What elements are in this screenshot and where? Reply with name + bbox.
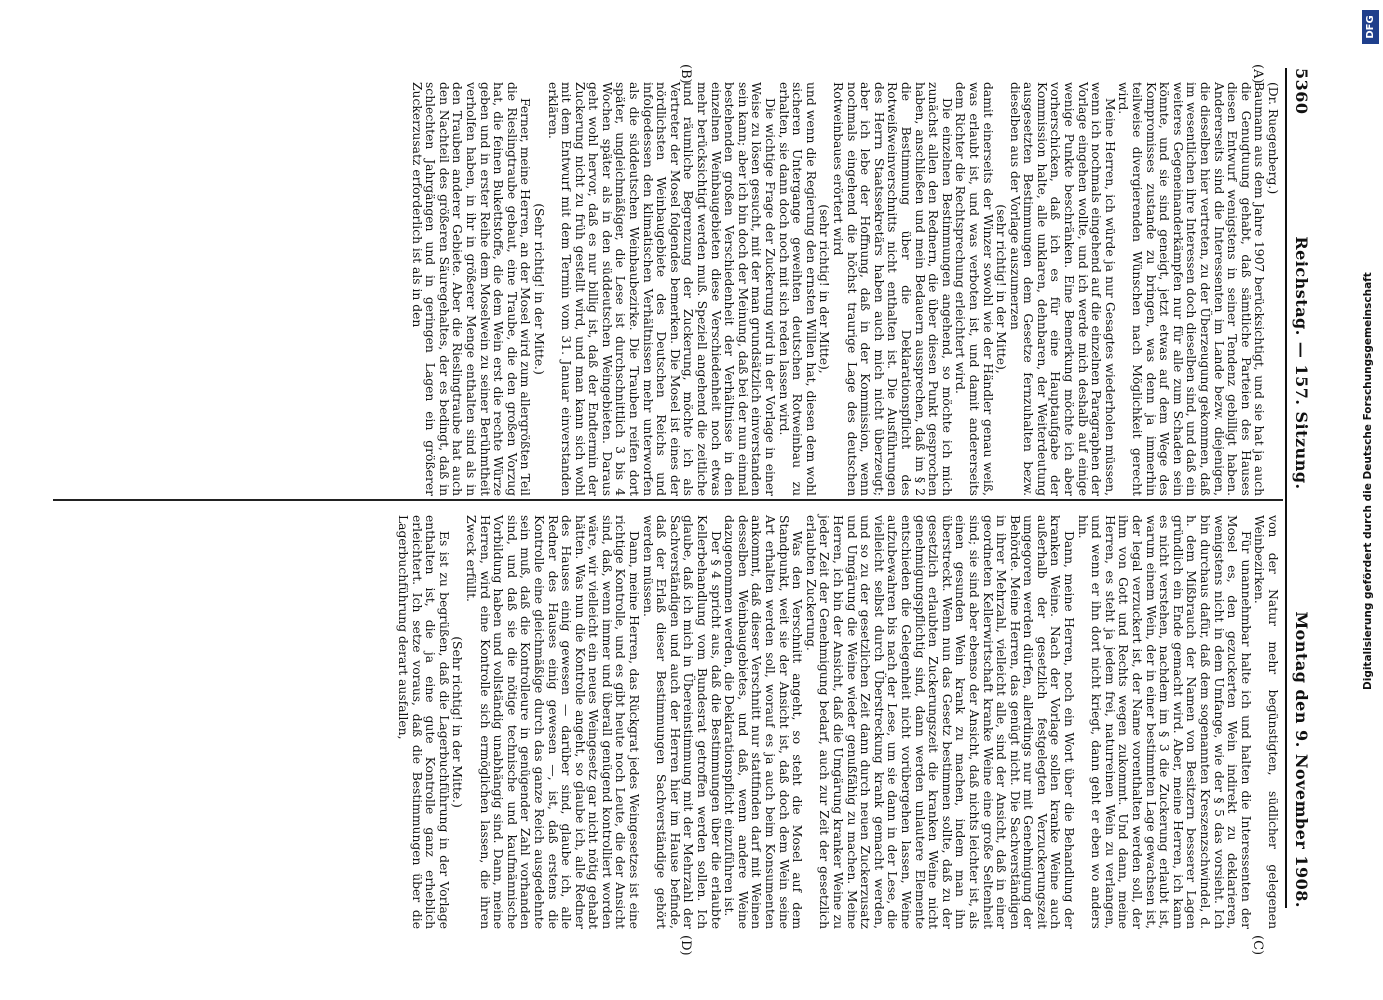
interjection: (sehr richtig! in der Mitte),: [817, 204, 832, 374]
left-column: [409, 82, 1279, 496]
paragraph: Die wichtige Frage der Zuckerung wird in der Vorlage in einer Weise zu lösen gesucht, mit der man grundsätzlich einverstanden sein kann; aber ich bin doch der Meinung, daß bei der nun einmal bestehenden großen Verschiedenheit der Verhältnisse in den einzelnen Weinbaugebieten diese Verschiedenheit noch etwas mehr berücksichtigt werden muß. Speziell angehend die zeitliche und räumliche Begrenzung der Zuckerung, möchte ich als Vertreter der Mosel folgendes bemerken. Die Mosel ist eines der nördlichsten Weinbaugebiete des Deutschen Reichs und infolgedessen den klimatischen Verhältnissen mehr unterworfen als die süddeutschen Weinbaubezirke. Die Trauben reifen dort später, ungleichmäßiger, die Lese ist durchschnittlich 3 bis 4 Wochen später als in den süddeutschen Weingebieten. Daraus geht wohl hervor, daß es nur billig ist, daß der Endtermin der Zuckerung nicht zu früh gestellt wird, und man kann sich wohl mit dem Entwurf mit dem Termin vom 31. Januar einverstanden erklären.: [545, 82, 778, 496]
paragraph: Dann, meine Herren, das Rückgrat jedes Weingesetzes ist eine richtige Kontrolle, und es gibt heute noch Leute, die der Ansicht sind, daß, wenn immer und überall genügend kontrolliert worden wäre, wir vielleicht ein neues Weingesetz gar nicht nötig gehabt hätten. Was nun die Kontrolle angeht, so glaube ich, alle Redner des Hauses einig gewesen — darüber sind, glaube ich, alle Redner des Hauses einig gewesen —, ist, daß erstens die Kontrolle eine gleichmäßige durch das ganze Reich ausgedehnte sein muß, daß die Kontrolleure in genügender Zahl vorhanden sind, und daß sie die nötige technische und kaufmännische Vorbildung haben und vollständig unabhängig sind. Dann, meine Herren, wird eine Kontrolle sich ermöglichen lassen, die ihren Zweck erfüllt.: [463, 515, 642, 929]
paragraph: und wenn die Regierung den ernsten Willen hat, diesen dem wohl sicheren Untergange geweihten deutschen Rotweinbau zu erhalten, sie dann doch noch mit sich reden lassen wird.: [776, 82, 818, 496]
paragraph: Ferner, meine Herren, an der Mosel wird zum allergrößten Teil die Rieslingtraube gebaut, eine Traube, die den großen Vorzug hat, die feinen Bukettstoffe, die dem Wein erst die rechte Würze geben und in erster Reihe dem Moselwein zu seiner Berühmtheit verholfen haben, in ihr in größerer Menge enthalten sind als in den Trauben anderer Gebiete. Aber die Rieslingtraube hat auch den Nachteil des größeren Säuregehaltes, der es bedingt, daß in schlechten Jahrgängen und in geringen Lagen ein größerer Zuckerzusatz erforderlich ist als in den: [409, 82, 533, 496]
paragraph: Für unannehmbar halte ich und halten die Interessenten der Mosel es, den gezuckerten Wein indirekt zu deklarieren, wenigstens nicht in dem Umfange, wie der § 5 das vorsieht. Ich bin durchaus dafür, daß dem sogenannten Kreszenzschwindel, d. h. dem Mißbrauch der Namen von Besitzern besserer Lagen gründlich ein Ende gemacht wird. Aber, meine Herren, ich kann es nicht verstehen, nachdem im § 3 die Zuckerung erlaubt ist, warum einem Wein, der in einer bestimmten Lage gewachsen ist, der legal verzuckert ist, der Name vorenthalten werden soll, der ihm von Gott und Rechts wegen zukommt. Und dann, meine Herren, es steht ja jedem frei, naturreinen Wein zu verlangen, und wenn er ihn dort nicht kriegt, dann geht er eben wo anders hin.: [1075, 515, 1253, 929]
page-number: 5360: [1292, 68, 1312, 115]
paragraph: Baumann aus dem Jahre 1907 berücksichtigt, und sie hat ja auch die Genugtuung gehabt, daß sämtliche Parteien des Hauses diesen Entwurf wenigstens in seiner Tendenz gebilligt haben. Andererseits sind die Interessenten im Lande bezw. diejenigen, die dieselben hier vertreten, zu der Überzeugung gekommen, daß im wesentlichen ihre Interessen doch dieselben sind, und daß ein weiteres Gegeneinanderkämpfen nur für alle zum Schaden sein könnte, und sie sind geneigt, jetzt etwas auf dem Wege des Kompromisses zustande zu bringen, was denn ja immerhin teilweise divergierenden Wünschen nach Möglichkeit gerecht wird.: [1116, 82, 1267, 496]
interjection: (Sehr richtig! in der Mitte.): [450, 636, 465, 808]
paragraph: Die einzelnen Bestimmungen angehend, so möchte ich mich zunächst allen den Rednern, die über diesen Punkt gesprochen haben, anschließen und mein Bedauern aussprechen, daß im § 2 die Bestimmung über die Deklarationspflicht des Rotweißweinverschnitts nicht enthalten ist. Die Ausführungen des Herrn Staatssekretärs haben auch mich nicht überzeugt; aber ich lebe der Hoffnung, daß in der Kommission, wenn nochmals eingehend die höchst traurige Lage des deutschen Rotweinbaues erörtert wird: [831, 82, 954, 496]
margin-marker-d: (D): [678, 935, 693, 956]
dfg-logo: DFG: [1362, 10, 1379, 44]
digitization-credit: Digitalisierung gefördert durch die Deutsche Forschungsgemeinschaft: [1362, 272, 1374, 690]
speaker-line: (Dr. Ruegenberg.): [1266, 82, 1280, 195]
page-header: [1289, 68, 1315, 908]
paragraph: damit einerseits der Winzer sowohl wie der Händler genau weiß, was erlaubt ist, und was verboten ist, und damit andererseits dem Richter die Rechtsprechung erleichtert wird.: [953, 82, 995, 496]
paragraph: von der Natur mehr begünstigten, südlicher gelegenen Weinbezirken.: [1252, 515, 1280, 929]
session-title: Reichstag. — 157. Sitzung.: [1292, 236, 1312, 490]
paragraph: Dann, meine Herren, noch ein Wort über die Behandlung der kranken Weine. Nach der Vorlage sollen kranke Weine auch außerhalb der gesetzlich festgelegten Verzuckerungszeit umgegoren werden dürfen, allerdings nur mit Genehmigung der Behörde. Meine Herren, das genügt nicht. Die Sachverständigen in ihrer Mehrzahl, vielleicht alle, sind der Ansicht, daß in einer geordneten Kellerwirtschaft kranke Weine eine große Seltenheit sind; sie sind aber ebenso der Ansicht, daß nichts leichter ist, als einen gesunden Wein krank zu machen, indem man ihn überstreckt. Wenn nun das Gesetz bestimmen sollte, daß zu der gesetzlich erlaubten Zuckerungszeit die kranken Weine nicht genehmigungspflichtig sind, dann werden unlautere Elemente entschieden die Gelegenheit nicht vorübergehen lassen, Weine aufzubewahren bis nach der Lese, um sie dann in der Lese, die vielleicht selbst durch Überstreckung krank gemacht werden, und so zu der gesetzlichen Zeit dann durch neuen Zuckerzusatz und Umgärung die Weine wieder genußfähig zu machen. Meine Herren, ich bin der Ansicht, daß die Umgärung kranker Weine zu jeder Zeit der Genehmigung bedarf, auch zur Zeit der gesetzlich erlaubten Zuckerung.: [803, 515, 1077, 929]
column-divider: [53, 499, 1283, 501]
paragraph: Es ist zu begrüßen, daß die Lagerbuchführung in der Vorlage enthalten ist, die ja eine gute Kontrolle ganz erheblich erleichtert. Ich setze voraus, daß die Bestimmungen über die Lagerbuchführung derart ausfallen,: [396, 515, 451, 929]
margin-marker-b: (B): [678, 64, 693, 84]
header-rule: [1285, 68, 1287, 908]
right-column: [395, 515, 1279, 929]
paragraph: Was den Verschnitt angeht, so steht die Mosel auf dem Standpunkt, weit sie der Ansicht ist, daß doch dem Wein seine Art erhalten werden soll, worauf es ja auch beim Konsumenten ankommt, daß dieser Verschnitt nur stattfinden darf mit Weinen desselben Weinbaugebietes, und daß, wenn andere Weine dazugenommen werden, die Deklarationspflicht einzuführen ist.: [722, 515, 805, 929]
interjection: (Sehr richtig! in der Mitte.): [531, 203, 546, 375]
margin-marker-c: (C): [1250, 935, 1265, 956]
margin-marker-a: (A): [1250, 64, 1265, 84]
interjection: (sehr richtig! in der Mitte),: [994, 204, 1009, 374]
paragraph: Meine Herren, ich würde ja nur Gesagtes wiederholen müssen, wenn ich nochmals eingehend auf die einzelnen Paragraphen der Vorlage eingehen wollte, und ich werde mich deshalb auf einige wenige Punkte beschränken. Eine Bemerkung möchte ich aber vorherschicken, daß ich es für eine Hauptaufgabe der Kommission halte, alle unklaren, dehnbaren, der Weiterdeutung ausgesetzten Bestimmungen dem Gesetze fernzuhalten bezw. dieselben aus der Vorlage auszumerzen: [1007, 82, 1117, 496]
paragraph: Der § 4 spricht aus, daß die Bestimmungen über die erlaubte Kellerbehandlung vom Bundesrat getroffen werden sollen. Ich glaube, daß ich mich in Übereinstimmung mit der Mehrzahl der Sachverständigen und auch der Herren hier im Hause befinde, daß der Erlaß dieser Bestimmungen Sachverständige gehört werden müssen.: [640, 515, 723, 929]
session-date: Montag den 9. November 1908.: [1292, 611, 1312, 908]
